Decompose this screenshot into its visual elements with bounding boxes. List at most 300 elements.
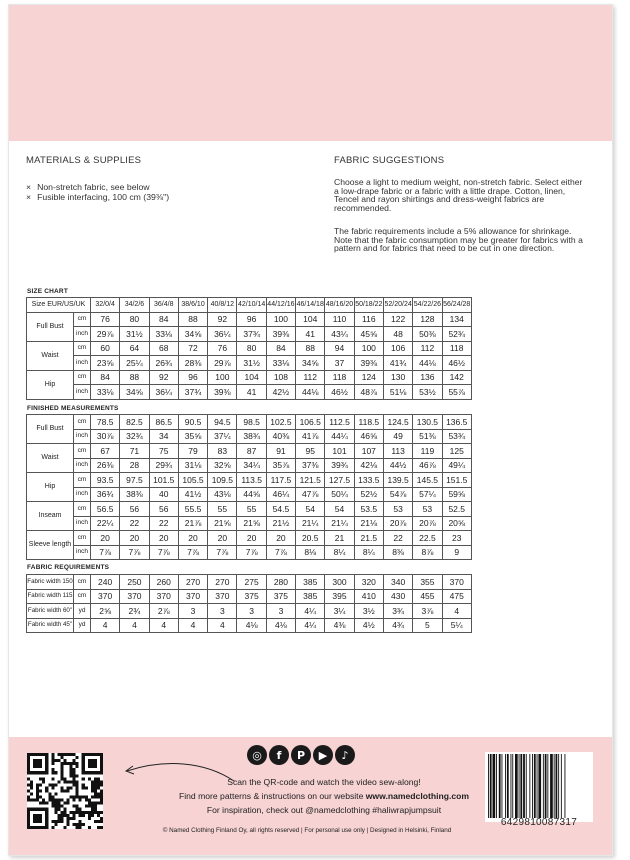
table-row	[27, 385, 472, 400]
value-cell: 23⅝	[91, 356, 120, 371]
value-cell: 43¼	[325, 327, 354, 342]
value-cell: 44⅛	[296, 385, 325, 400]
value-cell: 118	[325, 370, 354, 385]
value-cell: 53	[383, 502, 412, 517]
value-cell: 34	[149, 429, 178, 444]
value-cell: 475	[442, 589, 471, 604]
value-cell: 124.5	[383, 415, 412, 430]
value-cell: 35⅝	[178, 429, 207, 444]
value-cell: 4	[120, 618, 149, 633]
tiktok-icon[interactable]: ♪	[335, 745, 355, 765]
qr-instruction: Scan the QR-code and watch the video sew-along!	[227, 777, 421, 787]
unit-cell: yd	[74, 604, 91, 619]
value-cell: 76	[208, 341, 237, 356]
size-chart-table	[26, 297, 472, 400]
value-cell: 260	[149, 575, 178, 590]
value-cell: 25¼	[120, 356, 149, 371]
value-cell: 42½	[266, 385, 295, 400]
value-cell: 52¾	[442, 327, 471, 342]
value-cell: 122	[383, 312, 412, 327]
value-cell: 22	[383, 531, 412, 546]
value-cell: 145.5	[413, 473, 442, 488]
value-cell: 20	[237, 531, 266, 546]
value-cell: 32⅝	[208, 458, 237, 473]
value-cell: 91	[266, 444, 295, 459]
value-cell: 46½	[442, 356, 471, 371]
value-cell: 7⅞	[266, 545, 295, 560]
value-cell: 46¼	[266, 487, 295, 502]
value-cell: 45⅝	[354, 327, 383, 342]
size-header-cell: 32/0/4	[91, 298, 120, 313]
table-row	[27, 415, 472, 430]
pattern-back-cover	[8, 4, 613, 856]
value-cell: 39⅜	[354, 356, 383, 371]
value-cell: 125	[442, 444, 471, 459]
value-cell: 37¾	[178, 385, 207, 400]
value-cell: 29⅞	[91, 327, 120, 342]
size-header-cell: 34/2/6	[120, 298, 149, 313]
value-cell: 51⅛	[383, 385, 412, 400]
value-cell: 106	[383, 341, 412, 356]
value-cell: 101	[325, 444, 354, 459]
value-cell: 108	[266, 370, 295, 385]
value-cell: 250	[120, 575, 149, 590]
size-header-cell: 56/24/28	[442, 298, 471, 313]
value-cell: 3	[178, 604, 207, 619]
table-row	[27, 370, 472, 385]
value-cell: 53¾	[442, 429, 471, 444]
value-cell: 22	[120, 516, 149, 531]
value-cell: 37¾	[237, 327, 266, 342]
social-icons	[247, 745, 355, 769]
value-cell: 20⅞	[413, 516, 442, 531]
unit-cell: cm	[74, 312, 91, 327]
value-cell: 87	[237, 444, 266, 459]
value-cell: 33⅛	[91, 385, 120, 400]
value-cell: 67	[91, 444, 120, 459]
row-label: Hip	[27, 473, 74, 502]
value-cell: 32¾	[120, 429, 149, 444]
value-cell: 39⅜	[208, 385, 237, 400]
value-cell: 46⅝	[354, 429, 383, 444]
value-cell: 68	[149, 341, 178, 356]
size-header-cell: 38/6/10	[178, 298, 207, 313]
value-cell: 124	[354, 370, 383, 385]
value-cell: 53.5	[354, 502, 383, 517]
value-cell: 84	[91, 370, 120, 385]
fabric-requirements-title: FABRIC REQUIREMENTS	[27, 564, 110, 571]
value-cell: 395	[325, 589, 354, 604]
value-cell: 2⅞	[149, 604, 178, 619]
value-cell: 41	[237, 385, 266, 400]
value-cell: 385	[296, 575, 325, 590]
value-cell: 80	[120, 312, 149, 327]
value-cell: 4½	[354, 618, 383, 633]
value-cell: 370	[442, 575, 471, 590]
value-cell: 23	[442, 531, 471, 546]
row-label: Waist	[27, 341, 74, 370]
value-cell: 105.5	[178, 473, 207, 488]
value-cell: 136	[413, 370, 442, 385]
value-cell: 75	[149, 444, 178, 459]
value-cell: 20⅞	[383, 516, 412, 531]
value-cell: 4	[208, 618, 237, 633]
value-cell: 3	[266, 604, 295, 619]
value-cell: 8⅛	[296, 545, 325, 560]
value-cell: 82.5	[120, 415, 149, 430]
value-cell: 130	[383, 370, 412, 385]
value-cell: 109.5	[208, 473, 237, 488]
value-cell: 7⅞	[208, 545, 237, 560]
value-cell: 28	[120, 458, 149, 473]
value-cell: 127.5	[325, 473, 354, 488]
unit-cell: cm	[74, 473, 91, 488]
value-cell: 280	[266, 575, 295, 590]
value-cell: 22¼	[91, 516, 120, 531]
value-cell: 4	[442, 604, 471, 619]
value-cell: 3¼	[325, 604, 354, 619]
value-cell: 28⅜	[178, 356, 207, 371]
value-cell: 29¾	[149, 458, 178, 473]
value-cell: 40	[149, 487, 178, 502]
value-cell: 64	[120, 341, 149, 356]
table-row	[27, 429, 472, 444]
value-cell: 84	[266, 341, 295, 356]
value-cell: 34⅝	[178, 327, 207, 342]
value-cell: 39⅜	[266, 327, 295, 342]
row-label: Inseam	[27, 502, 74, 531]
value-cell: 94.5	[208, 415, 237, 430]
value-cell: 22	[149, 516, 178, 531]
value-cell: 4⅜	[325, 618, 354, 633]
value-cell: 4	[91, 618, 120, 633]
value-cell: 35⅞	[266, 458, 295, 473]
value-cell: 116	[354, 312, 383, 327]
value-cell: 37⅜	[296, 458, 325, 473]
value-cell: 56	[120, 502, 149, 517]
value-cell: 80	[237, 341, 266, 356]
value-cell: 88	[178, 312, 207, 327]
value-cell: 112.5	[325, 415, 354, 430]
size-header-cell: 46/14/18	[296, 298, 325, 313]
row-label: Sleeve length	[27, 531, 74, 560]
value-cell: 39¾	[325, 458, 354, 473]
table-row	[27, 473, 472, 488]
fabric-requirements-table	[26, 574, 472, 633]
size-header-cell: 42/10/14	[237, 298, 266, 313]
value-cell: 60	[91, 341, 120, 356]
value-cell: 54	[296, 502, 325, 517]
value-cell: 4⅛	[237, 618, 266, 633]
size-header-cell: 40/8/12	[208, 298, 237, 313]
value-cell: 55	[237, 502, 266, 517]
value-cell: 8¼	[354, 545, 383, 560]
value-cell: 86.5	[149, 415, 178, 430]
value-cell: 275	[237, 575, 266, 590]
value-cell: 375	[237, 589, 266, 604]
value-cell: 48	[383, 327, 412, 342]
value-cell: 102.5	[266, 415, 295, 430]
value-cell: 41½	[178, 487, 207, 502]
value-cell: 430	[383, 589, 412, 604]
size-header-cell: 54/22/26	[413, 298, 442, 313]
table-row	[27, 589, 472, 604]
value-cell: 3	[208, 604, 237, 619]
value-cell: 96	[178, 370, 207, 385]
value-cell: 8⅜	[383, 545, 412, 560]
value-cell: 370	[208, 589, 237, 604]
value-cell: 112	[296, 370, 325, 385]
value-cell: 76	[91, 312, 120, 327]
value-cell: 4¼	[296, 604, 325, 619]
size-header-cell: 48/16/20	[325, 298, 354, 313]
value-cell: 57¼	[413, 487, 442, 502]
value-cell: 33⅛	[266, 356, 295, 371]
table-row	[27, 458, 472, 473]
value-cell: 20	[178, 531, 207, 546]
unit-cell: cm	[74, 589, 91, 604]
value-cell: 36¾	[91, 487, 120, 502]
value-cell: 54.5	[266, 502, 295, 517]
unit-cell: cm	[74, 415, 91, 430]
value-cell: 7⅞	[149, 545, 178, 560]
value-cell: 52½	[354, 487, 383, 502]
value-cell: 31⅛	[178, 458, 207, 473]
value-cell: 21¼	[325, 516, 354, 531]
value-cell: 44½	[383, 458, 412, 473]
value-cell: 370	[149, 589, 178, 604]
unit-cell: inch	[74, 327, 91, 342]
value-cell: 117.5	[266, 473, 295, 488]
value-cell: 455	[413, 589, 442, 604]
value-cell: 83	[208, 444, 237, 459]
table-row	[27, 575, 472, 590]
value-cell: 20	[120, 531, 149, 546]
value-cell: 3	[237, 604, 266, 619]
fabric-allowance-text: The fabric requirements include a 5% allowance for shrinkage. Note that the fabric consumption may be greater for fabrics with a pattern and for fabrics that need to be cut in one direction.	[334, 226, 583, 254]
value-cell: 20	[149, 531, 178, 546]
materials-list	[26, 182, 169, 202]
value-cell: 375	[266, 589, 295, 604]
value-cell: 113.5	[237, 473, 266, 488]
value-cell: 340	[383, 575, 412, 590]
facebook-icon[interactable]: f	[269, 745, 289, 765]
value-cell: 22.5	[413, 531, 442, 546]
value-cell: 21⅝	[237, 516, 266, 531]
pinterest-icon[interactable]: P	[291, 745, 311, 765]
value-cell: 55	[208, 502, 237, 517]
value-cell: 151.5	[442, 473, 471, 488]
row-label: Fabric width 45"	[27, 618, 74, 633]
value-cell: 101.5	[149, 473, 178, 488]
value-cell: 93.5	[91, 473, 120, 488]
value-cell: 2⅝	[91, 604, 120, 619]
size-header-cell: 50/18/22	[354, 298, 383, 313]
youtube-icon[interactable]: ▶	[313, 745, 333, 765]
table-row	[27, 327, 472, 342]
value-cell: 4¼	[296, 618, 325, 633]
value-cell: 7⅞	[237, 545, 266, 560]
value-cell: 104	[237, 370, 266, 385]
website-link[interactable]: www.namedclothing.com	[365, 791, 470, 801]
row-label: Full Bust	[27, 415, 74, 444]
top-color-band	[9, 5, 612, 141]
unit-cell: cm	[74, 341, 91, 356]
value-cell: 49¼	[442, 458, 471, 473]
row-label: Fabric width 60"	[27, 604, 74, 619]
value-cell: 79	[178, 444, 207, 459]
table-row	[27, 516, 472, 531]
value-cell: 119	[413, 444, 442, 459]
unit-cell: cm	[74, 531, 91, 546]
value-cell: 134	[442, 312, 471, 327]
value-cell: 5	[413, 618, 442, 633]
value-cell: 21	[325, 531, 354, 546]
value-cell: 46½	[325, 385, 354, 400]
value-cell: 96	[237, 312, 266, 327]
value-cell: 38¾	[237, 429, 266, 444]
unit-cell: cm	[74, 444, 91, 459]
value-cell: 95	[296, 444, 325, 459]
value-cell: 37¼	[208, 429, 237, 444]
value-cell: 44¼	[325, 429, 354, 444]
value-cell: 47⅞	[296, 487, 325, 502]
value-cell: 50⅜	[413, 327, 442, 342]
value-cell: 130.5	[413, 415, 442, 430]
value-cell: 320	[354, 575, 383, 590]
value-cell: 40⅜	[266, 429, 295, 444]
finished-measurements-title: FINISHED MEASUREMENTS	[27, 405, 119, 412]
value-cell: 133.5	[354, 473, 383, 488]
table-row	[27, 356, 472, 371]
value-cell: 8¼	[325, 545, 354, 560]
row-label: Fabric width 150	[27, 575, 74, 590]
website-text: Find more patterns & instructions on our website	[178, 791, 366, 801]
instagram-icon[interactable]: ◎	[247, 745, 267, 765]
unit-cell: inch	[74, 458, 91, 473]
size-header-cell: 44/12/16	[266, 298, 295, 313]
value-cell: 385	[296, 589, 325, 604]
value-cell: 3⅞	[413, 604, 442, 619]
value-cell: 44⅝	[237, 487, 266, 502]
value-cell: 44⅛	[413, 356, 442, 371]
unit-cell: cm	[74, 575, 91, 590]
row-label: Hip	[27, 370, 74, 399]
value-cell: 20.5	[296, 531, 325, 546]
unit-cell: yd	[74, 618, 91, 633]
value-cell: 36¼	[149, 385, 178, 400]
value-cell: 5¼	[442, 618, 471, 633]
table-row	[27, 502, 472, 517]
value-cell: 106.5	[296, 415, 325, 430]
value-cell: 2¾	[120, 604, 149, 619]
value-cell: 270	[178, 575, 207, 590]
value-cell: 300	[325, 575, 354, 590]
value-cell: 8⅞	[413, 545, 442, 560]
value-cell: 72	[178, 341, 207, 356]
copyright-text: © Named Clothing Finland Oy, all rights reserved | For personal use only | Designed in Helsinki, Finland	[162, 827, 452, 834]
value-cell: 56	[149, 502, 178, 517]
value-cell: 21⅞	[178, 516, 207, 531]
value-cell: 36¼	[208, 327, 237, 342]
row-label: Waist	[27, 444, 74, 473]
value-cell: 84	[149, 312, 178, 327]
table-row	[27, 618, 472, 633]
value-cell: 4¾	[383, 618, 412, 633]
value-cell: 3¾	[383, 604, 412, 619]
value-cell: 270	[208, 575, 237, 590]
value-cell: 41	[296, 327, 325, 342]
value-cell: 370	[178, 589, 207, 604]
value-cell: 88	[296, 341, 325, 356]
value-cell: 55.5	[178, 502, 207, 517]
value-cell: 33⅛	[149, 327, 178, 342]
value-cell: 92	[149, 370, 178, 385]
table-row	[27, 312, 472, 327]
value-cell: 110	[325, 312, 354, 327]
value-cell: 118.5	[354, 415, 383, 430]
table-row	[27, 545, 472, 560]
value-cell: 142	[442, 370, 471, 385]
table-row	[27, 444, 472, 459]
value-cell: 38⅜	[120, 487, 149, 502]
unit-cell: inch	[74, 545, 91, 560]
value-cell: 90.5	[178, 415, 207, 430]
size-header-row	[27, 298, 472, 313]
value-cell: 20	[208, 531, 237, 546]
value-cell: 104	[296, 312, 325, 327]
row-label: Full Bust	[27, 312, 74, 341]
value-cell: 29⅞	[208, 356, 237, 371]
materials-item: × Fusible interfacing, 100 cm (39⅜")	[26, 192, 170, 202]
value-cell: 51⅜	[413, 429, 442, 444]
table-row	[27, 487, 472, 502]
unit-cell: inch	[74, 356, 91, 371]
value-cell: 7⅞	[120, 545, 149, 560]
value-cell: 43⅛	[208, 487, 237, 502]
size-header-cell: 36/4/8	[149, 298, 178, 313]
value-cell: 112	[413, 341, 442, 356]
unit-cell: inch	[74, 516, 91, 531]
value-cell: 92	[208, 312, 237, 327]
qr-code-icon[interactable]	[27, 753, 103, 829]
value-cell: 41¾	[383, 356, 412, 371]
value-cell: 121.5	[296, 473, 325, 488]
value-cell: 49	[383, 429, 412, 444]
value-cell: 98.5	[237, 415, 266, 430]
value-cell: 56.5	[91, 502, 120, 517]
value-cell: 136.5	[442, 415, 471, 430]
value-cell: 71	[120, 444, 149, 459]
value-cell: 7⅞	[91, 545, 120, 560]
value-cell: 4	[149, 618, 178, 633]
value-cell: 54⅞	[383, 487, 412, 502]
materials-item: × Non-stretch fabric, see below	[26, 182, 150, 192]
value-cell: 37	[325, 356, 354, 371]
value-cell: 370	[91, 589, 120, 604]
size-header-label: Size EUR/US/UK	[27, 298, 91, 313]
value-cell: 46⅞	[413, 458, 442, 473]
value-cell: 20⅝	[442, 516, 471, 531]
value-cell: 4	[178, 618, 207, 633]
website-line	[159, 791, 489, 801]
value-cell: 100	[208, 370, 237, 385]
value-cell: 21⅝	[208, 516, 237, 531]
value-cell: 355	[413, 575, 442, 590]
value-cell: 41⅞	[296, 429, 325, 444]
inspiration-line: For inspiration, check out @namedclothing #haliwrapjumpsuit	[206, 805, 442, 815]
value-cell: 21⅛	[354, 516, 383, 531]
